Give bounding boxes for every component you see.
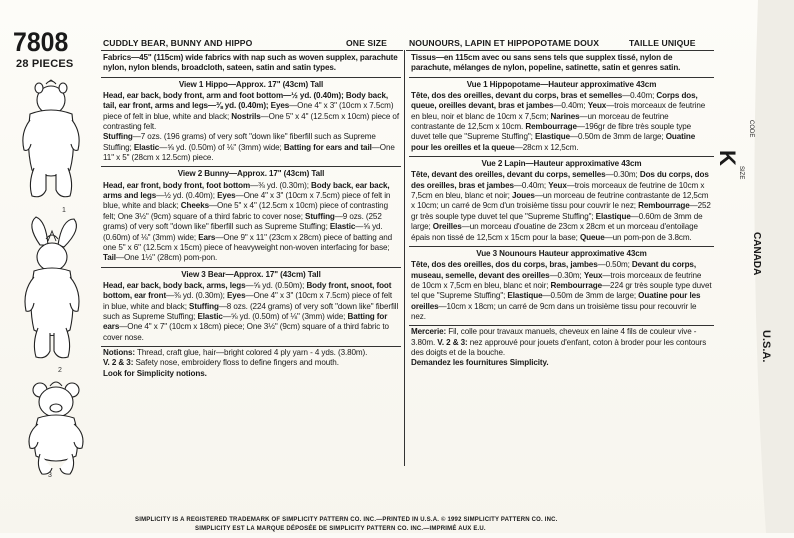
bear-illustration — [22, 378, 92, 478]
fabrics-text: Fabrics—45" (115cm) wide fabrics with nap such as woven supplex, parachute nylon, nylon blends, broadcloth, sateen, satin and satin types. — [103, 53, 398, 73]
vue1-metrage: Tête, dos des oreilles, devant du corps, bras et semelles—0.40m; Corps dos, queue, oreilles devant, bras et jambes—0.40m; Yeux—trois morceaux de feutrine en bleu, noir et blanc de 10cm x 7,5cm; Narines—un morceau de feutrine contrastante de 12,5cm x 10cm. Rembourrage—196gr de fibre très souple type duvet telle que "Supreme Stuffing"; Elastique—0.50m de 3mm de large; Ouatine pour les oreilles et la queue—28cm x 12,5cm. — [411, 91, 706, 152]
mercerie-line: Mercerie: Fil, colle pour travaux manuels, cheveux en laine 4 fils de couleur vive - 3.80m. V. 2 & 3: nez approuvé pour jouets d'enfant, coton à broder pour les contours des doigts et de la bouche. — [411, 327, 707, 357]
size-code-block — [715, 120, 770, 260]
french-title: NOUNOURS, LAPIN ET HIPPOPOTAME DOUX — [409, 38, 600, 48]
notions-simplicity: Look for Simplicity notions. — [103, 368, 207, 378]
vue2-title: Vue 2 Lapin—Hauteur approximative 43cm — [481, 159, 642, 169]
column-divider — [404, 50, 405, 466]
divider — [406, 50, 714, 51]
usa-label: U.S.A. — [760, 330, 772, 363]
code-label: CODE — [748, 120, 754, 138]
notions-section — [101, 347, 401, 382]
canada-label: CANADA — [751, 232, 762, 276]
view2-section — [101, 167, 401, 267]
french-column — [409, 52, 714, 372]
view3-section — [101, 268, 401, 347]
size-code: K — [715, 150, 740, 166]
tissus-text: Tissus—en 115cm avec ou sans sens tels que supplex tissé, nylon de parachute, mélanges de nylon, popeline, satinette, satin et genres satin. — [411, 53, 681, 73]
piece-count: 28 PIECES — [16, 58, 74, 70]
notions-v23: V. 2 & 3: Safety nose, embroidery floss to define fingers and mouth. — [103, 358, 339, 368]
bunny-illustration — [18, 215, 88, 365]
notions-line: Notions: Thread, craft glue, hair—bright colored 4 ply yarn - 4 yds. (3.80m). — [103, 347, 368, 357]
french-size: TAILLE UNIQUE — [629, 38, 696, 48]
view1-yardage: Head, ear back, body front, arm and foot bottom—½ yd. (0.40m); Body back, tail, ear front, arms and legs—⅜ yd. (0.40m); Eyes—One 4" x 3" (10cm x 7.5cm) piece of felt in blue, white and black; Nostrils—One 5" x 4" (12.5cm x 10cm) piece of contrasting felt. — [103, 91, 399, 132]
tissus-section — [409, 52, 714, 78]
vue3-section — [409, 247, 714, 326]
figure-label-1: 1 — [62, 207, 66, 214]
divider — [101, 50, 403, 51]
fabrics-section — [101, 52, 401, 78]
vue3-title: Vue 3 Nounours Hauteur approximative 43cm — [476, 248, 647, 258]
footer-trademark-en: SIMPLICITY IS A REGISTERED TRADEMARK OF SIMPLICITY PATTERN CO. INC.—PRINTED IN U.S.A. © 1992 SIMPLICITY PATTERN CO. INC. — [135, 517, 558, 523]
figure-label-3: 3 — [48, 472, 52, 479]
pattern-number: 7808 — [13, 27, 69, 57]
vue3-metrage: Tête, dos des oreilles, dos du corps, bras, jambes—0.50m; Devant du corps, museau, semelle, devant des oreilles—0.30m; Yeux—trois morceaux de feutrine de 10cm x 7,5cm en bleu, blanc et noir; Rembourrage—224 gr très souple type duvet tel que "Supreme Stuffing"; Elastique—0.50m de 3mm de large; Ouatine pour les oreilles—10cm x 18cm; un carré de 9cm dans un troisième tissu pour recouvrir le nez. — [411, 260, 712, 321]
vue2-metrage: Tête, devant des oreilles, devant du corps, semelles—0.30m; Dos du corps, dos des oreilles, bras et jambes—0.40m; Yeux—trois morceaux de feutrine de 10cm x 7,5cm en bleu, blanc et noir; Joues—un morceau de feutrine contrastante de 12,5cm x 10cm; un carré de 9cm d'un troisième tissu pour couvrir le nez; Rembourrage—252 gr très souple type duvet tel que "Supreme Stuffing"; Elastique—0.60m de 3mm de large; Oreilles—un morceau d'ouatine de 23cm x 28cm et un morceau d'entoilage épais non tissé de 12,5cm x 15cm pour la base; Queue—un pom-pon de 3.8cm. — [411, 170, 711, 242]
view1-section — [101, 78, 401, 168]
mercerie-simplicity: Demandez les fournitures Simplicity. — [411, 358, 549, 368]
figure-label-2: 2 — [58, 367, 62, 374]
english-size: ONE SIZE — [346, 38, 387, 48]
mercerie-section — [409, 326, 714, 371]
view2-yardage: Head, ear front, body front, foot bottom—⅜ yd. (0.30m); Body back, ear back, arms and legs—½ yd. (0.40m); Eyes—One 4" x 3" (10cm x 7.5cm) piece of felt in blue, white and black; Cheeks—One 5" x 4" (12.5cm x 10cm) piece of contrasting felt; One 3½" (9cm) square of a third fabric to cover nose; Stuffing—9 ozs. (252 grams) of very soft "down like" fiberfill such as Supreme Stuffing; Elastic—⅝ yd. (0.60m) of ⅛" (3mm) wide; Ears—One 9" x 11" (23cm x 28cm) piece of batting and one 5" x 6" (12.5cm x 15cm) piece of heavyweight non-woven interfacing for base; Tail—One 1½" (28cm) pom-pon. — [103, 180, 393, 263]
vue1-section — [409, 78, 714, 157]
view1-title: View 1 Hippo—Approx. 17" (43cm) Tall — [178, 79, 324, 89]
view1-stuffing: Stuffing—7 ozs. (196 grams) of very soft "down like" fiberfill such as Supreme Stuffing; Elastic—⅝ yd. (0.50m) of ⅛" (3mm) wide; Batting for ears and tail—One 11" x 5" (28cm x 12.5cm) piece. — [103, 132, 395, 163]
view2-title: View 2 Bunny—Approx. 17" (43cm) Tall — [177, 169, 325, 179]
english-title: CUDDLY BEAR, BUNNY AND HIPPO — [103, 38, 253, 48]
vue2-section — [409, 157, 714, 247]
vue1-title: Vue 1 Hippopotame—Hauteur approximative 43cm — [466, 79, 657, 89]
view3-title: View 3 Bear—Approx. 17" (43cm) Tall — [181, 269, 321, 279]
hippo-illustration — [16, 78, 86, 203]
english-column — [101, 52, 401, 382]
size-label: SIZE — [738, 166, 744, 180]
view3-yardage: Head, ear back, body back, arms, legs—⅝ yd. (0.50m); Body front, snoot, foot bottom, ear front—⅜ yd. (0.30m); Eyes—One 4" x 3" (10cm x 7.5cm) piece of felt in blue, white and black; Stuffing—8 ozs. (224 grams) of very soft "down like" fiberfill such as Supreme Stuffing; Elastic—⅝ yd. (0.50m) of ⅛" (3mm) wide; Batting for ears—One 4" x 7" (10cm x 18cm) piece; One 3½" (9cm) square of a third fabric to cover nose. — [103, 280, 399, 342]
footer-trademark-fr: SIMPLICITY EST LA MARQUE DÉPOSÉE DE SIMPLICITY PATTERN CO. INC.—IMPRIMÉ AUX E.U. — [195, 526, 486, 532]
